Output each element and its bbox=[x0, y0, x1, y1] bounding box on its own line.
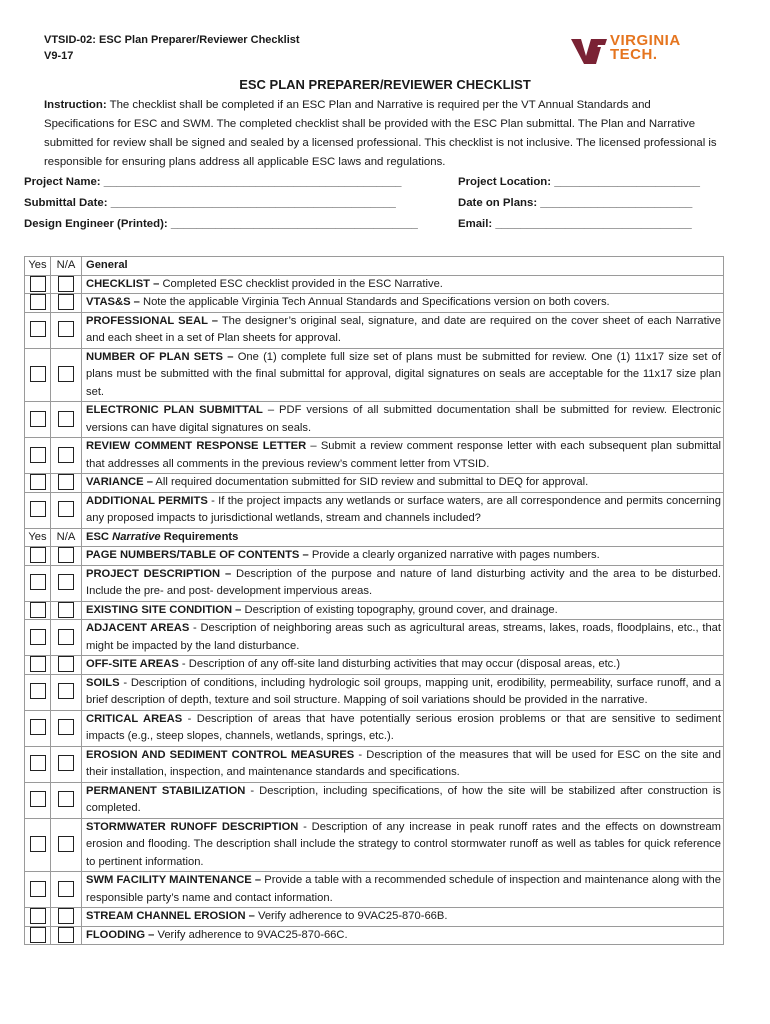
yes-cell bbox=[25, 674, 51, 710]
checklist-row bbox=[25, 818, 724, 872]
page-title: ESC PLAN PREPARER/REVIEWER CHECKLIST bbox=[239, 77, 531, 92]
yes-checkbox[interactable] bbox=[30, 683, 46, 699]
na-checkbox[interactable] bbox=[58, 574, 74, 590]
section-title bbox=[82, 528, 724, 547]
yes-checkbox[interactable] bbox=[30, 791, 46, 807]
section-title bbox=[82, 257, 724, 276]
na-checkbox[interactable] bbox=[58, 791, 74, 807]
na-checkbox[interactable] bbox=[58, 501, 74, 517]
checklist-row bbox=[25, 620, 724, 656]
email-field[interactable]: Email: _______________________________ bbox=[458, 218, 692, 230]
section-header bbox=[25, 257, 724, 276]
na-checkbox[interactable] bbox=[58, 276, 74, 292]
checklist-row bbox=[25, 294, 724, 313]
date-on-plans-field[interactable]: Date on Plans: ________________________ bbox=[458, 197, 693, 209]
item-text: - If the project impacts any wetlands or surface waters, are all correspondence and permits concerning any proposed impacts to jurisdictional wetlands, stream and channels included? bbox=[86, 494, 721, 524]
yes-checkbox[interactable] bbox=[30, 276, 46, 292]
na-column-header: N/A bbox=[51, 257, 82, 276]
vt-monogram-icon bbox=[570, 36, 608, 66]
item-text: Provide a table with a recommended schedule of inspection and maintenance along with the responsible party’s name and contact information. bbox=[86, 874, 721, 904]
checklist-row bbox=[25, 782, 724, 818]
item-description bbox=[82, 656, 724, 675]
item-label: ELECTRONIC PLAN SUBMITTAL bbox=[86, 404, 263, 416]
na-checkbox[interactable] bbox=[58, 656, 74, 672]
yes-checkbox[interactable] bbox=[30, 755, 46, 771]
item-label: CHECKLIST – bbox=[86, 277, 160, 290]
na-checkbox[interactable] bbox=[58, 321, 74, 337]
project-location-field[interactable]: Project Location: _______________________ bbox=[458, 176, 700, 188]
checklist-row bbox=[25, 474, 724, 493]
item-label: VARIANCE – bbox=[86, 476, 153, 488]
na-cell bbox=[51, 620, 82, 656]
checklist-row bbox=[25, 926, 724, 945]
na-checkbox[interactable] bbox=[58, 683, 74, 699]
na-cell bbox=[51, 601, 82, 620]
item-description bbox=[82, 402, 724, 438]
item-text: Completed ESC checklist provided in the ESC Narrative. bbox=[159, 277, 443, 290]
na-cell bbox=[51, 565, 82, 601]
item-text: The designer’s original seal, signature, and date are required on the cover sheet of each Narrative and each sheet in a set of Plan sheets for approval. bbox=[86, 314, 722, 344]
checklist-table bbox=[24, 256, 724, 945]
yes-cell bbox=[25, 312, 51, 348]
na-checkbox[interactable] bbox=[58, 547, 74, 563]
item-label: PERMANENT STABILIZATION bbox=[86, 784, 246, 797]
checklist-row bbox=[25, 312, 724, 348]
na-cell bbox=[51, 294, 82, 313]
item-label: SOILS bbox=[86, 676, 120, 689]
na-checkbox[interactable] bbox=[58, 294, 74, 310]
na-cell bbox=[51, 275, 82, 294]
yes-column-header: Yes bbox=[25, 528, 51, 547]
yes-checkbox[interactable] bbox=[30, 927, 46, 943]
checklist-row bbox=[25, 492, 724, 528]
checklist-row bbox=[25, 872, 724, 908]
yes-checkbox[interactable] bbox=[30, 836, 46, 852]
yes-checkbox[interactable] bbox=[30, 547, 46, 563]
yes-cell bbox=[25, 438, 51, 474]
item-description bbox=[82, 547, 724, 566]
checklist-row bbox=[25, 908, 724, 927]
submittal-date-field[interactable]: Submittal Date: _____________________________________________ bbox=[24, 197, 396, 209]
project-name-field[interactable]: Project Name: _______________________________________________ bbox=[24, 176, 402, 188]
item-label: REVIEW COMMENT RESPONSE LETTER bbox=[86, 440, 307, 452]
item-description bbox=[82, 674, 724, 710]
logo-wordmark bbox=[610, 34, 681, 62]
item-description bbox=[82, 565, 724, 601]
yes-cell bbox=[25, 294, 51, 313]
item-label: PROJECT DESCRIPTION – bbox=[86, 567, 232, 580]
na-checkbox[interactable] bbox=[58, 881, 74, 897]
na-cell bbox=[51, 926, 82, 945]
item-label: OFF-SITE AREAS bbox=[86, 658, 179, 670]
project-info-fields bbox=[24, 176, 724, 239]
item-description bbox=[82, 294, 724, 313]
item-label: NUMBER OF PLAN SETS – bbox=[86, 350, 234, 363]
na-cell bbox=[51, 782, 82, 818]
yes-cell bbox=[25, 926, 51, 945]
na-checkbox[interactable] bbox=[58, 629, 74, 645]
na-checkbox[interactable] bbox=[58, 447, 74, 463]
yes-cell bbox=[25, 782, 51, 818]
yes-checkbox[interactable] bbox=[30, 629, 46, 645]
checklist-row bbox=[25, 674, 724, 710]
na-checkbox[interactable] bbox=[58, 719, 74, 735]
logo-line-1: VIRGINIA bbox=[610, 32, 681, 49]
na-cell bbox=[51, 492, 82, 528]
item-description bbox=[82, 908, 724, 927]
instruction-label: Instruction: bbox=[44, 99, 107, 111]
yes-checkbox[interactable] bbox=[30, 574, 46, 590]
yes-checkbox[interactable] bbox=[30, 366, 46, 382]
na-cell bbox=[51, 348, 82, 402]
yes-cell bbox=[25, 547, 51, 566]
na-cell bbox=[51, 656, 82, 675]
section-header bbox=[25, 528, 724, 547]
yes-cell bbox=[25, 908, 51, 927]
item-description bbox=[82, 492, 724, 528]
item-description bbox=[82, 601, 724, 620]
na-checkbox[interactable] bbox=[58, 908, 74, 924]
na-cell bbox=[51, 818, 82, 872]
checklist-row bbox=[25, 746, 724, 782]
checklist-row bbox=[25, 565, 724, 601]
yes-cell bbox=[25, 746, 51, 782]
checklist-row bbox=[25, 601, 724, 620]
document-id bbox=[44, 32, 300, 64]
yes-checkbox[interactable] bbox=[30, 447, 46, 463]
item-text: Description of the purpose and nature of land disturbing activity and the area to be disturbed. Include the pre- and post- development impervious areas. bbox=[86, 567, 721, 597]
yes-cell bbox=[25, 620, 51, 656]
na-cell bbox=[51, 710, 82, 746]
item-label: FLOODING – bbox=[86, 928, 155, 941]
document-version: V9-17 bbox=[44, 50, 74, 62]
yes-checkbox[interactable] bbox=[30, 474, 46, 490]
item-text: Description of existing topography, ground cover, and drainage. bbox=[241, 603, 558, 616]
item-description bbox=[82, 348, 724, 402]
checklist-row bbox=[25, 656, 724, 675]
yes-cell bbox=[25, 275, 51, 294]
checklist-row bbox=[25, 710, 724, 746]
checklist-row bbox=[25, 547, 724, 566]
na-cell bbox=[51, 872, 82, 908]
yes-column-header: Yes bbox=[25, 257, 51, 276]
item-description bbox=[82, 710, 724, 746]
item-label: ADDITIONAL PERMITS bbox=[86, 494, 208, 507]
yes-checkbox[interactable] bbox=[30, 602, 46, 618]
yes-checkbox[interactable] bbox=[30, 881, 46, 897]
virginia-tech-logo bbox=[570, 34, 720, 68]
na-cell bbox=[51, 474, 82, 493]
na-cell bbox=[51, 908, 82, 927]
yes-cell bbox=[25, 601, 51, 620]
item-text: All required documentation submitted for SID review and submittal to DEQ for approval. bbox=[152, 476, 589, 488]
yes-cell bbox=[25, 565, 51, 601]
item-label: STREAM CHANNEL EROSION – bbox=[86, 910, 255, 922]
item-description bbox=[82, 926, 724, 945]
item-label: PROFESSIONAL SEAL – bbox=[86, 314, 218, 327]
yes-cell bbox=[25, 492, 51, 528]
na-cell bbox=[51, 547, 82, 566]
na-cell bbox=[51, 312, 82, 348]
na-checkbox[interactable] bbox=[58, 366, 74, 382]
yes-checkbox[interactable] bbox=[30, 719, 46, 735]
na-cell bbox=[51, 746, 82, 782]
item-description bbox=[82, 782, 724, 818]
document-title: VTSID-02: ESC Plan Preparer/Reviewer Checklist bbox=[44, 34, 300, 46]
checklist-row bbox=[25, 438, 724, 474]
na-checkbox[interactable] bbox=[58, 602, 74, 618]
item-text: - Description, including specifications, of how the site will be stabilized after construction is completed. bbox=[86, 784, 721, 814]
item-label: SWM FACILITY MAINTENANCE – bbox=[86, 874, 262, 886]
na-checkbox[interactable] bbox=[58, 755, 74, 771]
na-checkbox[interactable] bbox=[58, 411, 74, 427]
na-cell bbox=[51, 438, 82, 474]
item-text: Verify adherence to 9VAC25-870-66C. bbox=[154, 928, 348, 941]
item-label: PAGE NUMBERS/TABLE OF CONTENTS – bbox=[86, 549, 309, 561]
na-cell bbox=[51, 402, 82, 438]
yes-checkbox[interactable] bbox=[30, 321, 46, 337]
na-cell bbox=[51, 674, 82, 710]
yes-cell bbox=[25, 474, 51, 493]
item-text: - Description of neighboring areas such as agricultural areas, streams, lakes, roads, floodplains, etc., that might be impacted by the land disturbance. bbox=[86, 622, 721, 652]
yes-cell bbox=[25, 710, 51, 746]
item-text: Verify adherence to 9VAC25-870-66B. bbox=[254, 910, 448, 922]
item-text: - Description of any increase in peak runoff rates and the effects on downstream erosion and flooding. The description shall include the strategy to control stormwater runoff as well as tables for quick reference to pertinent information. bbox=[86, 820, 721, 868]
yes-cell bbox=[25, 656, 51, 675]
na-column-header: N/A bbox=[51, 528, 82, 547]
item-description bbox=[82, 275, 724, 294]
yes-cell bbox=[25, 402, 51, 438]
yes-cell bbox=[25, 818, 51, 872]
na-checkbox[interactable] bbox=[58, 927, 74, 943]
item-text: Provide a clearly organized narrative with pages numbers. bbox=[308, 549, 600, 561]
yes-checkbox[interactable] bbox=[30, 411, 46, 427]
item-description bbox=[82, 438, 724, 474]
item-text: – Submit a review comment response letter with each subsequent plan submittal that addresses all comments in the previous review’s comment letter from VTSID. bbox=[86, 440, 721, 470]
item-text: One (1) complete full size set of plans must be submitted for review. One (1) 11x17 size set of plans must be submitted with the final submittal for approval, digital signatures on seals are acceptable for the 11x17 size plan set. bbox=[86, 350, 721, 398]
item-text: - Description of areas that have potentially serious erosion problems or that are sensitive to sediment impacts (e.g., steep slopes, channels, wetlands, springs, etc.). bbox=[86, 712, 721, 742]
yes-checkbox[interactable] bbox=[30, 501, 46, 517]
item-text: - Description of any off-site land disturbing activities that may occur (disposal areas, etc.) bbox=[178, 658, 621, 670]
checklist-row bbox=[25, 275, 724, 294]
item-label: STORMWATER RUNOFF DESCRIPTION bbox=[86, 820, 299, 833]
item-text: – PDF versions of all submitted documentation shall be submitted for review. Electronic versions can have digital signatures on seals. bbox=[86, 404, 722, 434]
item-label: EROSION AND SEDIMENT CONTROL MEASURES bbox=[86, 748, 355, 761]
instruction-text: The checklist shall be completed if an ESC Plan and Narrative is required per the VT Annual Standards and Specifications for ESC and SWM. The completed checklist shall be provided with the ESC Plan submittal. The Plan and Narrative submitted for review shall be signed and sealed by a licensed professional. This checklist is not inclusive. The licensed professional is responsible for ensuring plans address all applicable ESC laws and regulations. bbox=[44, 99, 717, 168]
item-label: VTAS&S – bbox=[86, 296, 140, 308]
section-title-text: General bbox=[86, 259, 128, 271]
item-label: CRITICAL AREAS bbox=[86, 712, 183, 725]
section-title-text: ESC bbox=[86, 530, 113, 543]
item-text: - Description of conditions, including hydrologic soil groups, mapping unit, erodibility, permeability, surface runoff, and a brief description of depth, texture and soil structure. Mapping of soil variations should be provided in the narrative. bbox=[86, 676, 721, 706]
item-text: - Description of the measures that will be used for ESC on the site and their installation, inspection, and maintenance standards and specifications. bbox=[86, 748, 722, 778]
checklist-row bbox=[25, 402, 724, 438]
item-description bbox=[82, 312, 724, 348]
item-description bbox=[82, 872, 724, 908]
item-label: EXISTING SITE CONDITION – bbox=[86, 603, 242, 616]
section-title-emphasis: Narrative bbox=[112, 530, 161, 543]
na-checkbox[interactable] bbox=[58, 836, 74, 852]
yes-cell bbox=[25, 872, 51, 908]
section-title-suffix: Requirements bbox=[160, 530, 239, 543]
item-description bbox=[82, 474, 724, 493]
na-checkbox[interactable] bbox=[58, 474, 74, 490]
item-description bbox=[82, 818, 724, 872]
instruction-paragraph bbox=[44, 96, 720, 172]
logo-line-2: TECH. bbox=[610, 46, 658, 63]
item-label: ADJACENT AREAS bbox=[86, 622, 190, 634]
item-text: Note the applicable Virginia Tech Annual Standards and Specifications version on both covers. bbox=[139, 296, 610, 308]
yes-checkbox[interactable] bbox=[30, 908, 46, 924]
yes-checkbox[interactable] bbox=[30, 294, 46, 310]
yes-cell bbox=[25, 348, 51, 402]
design-engineer-field[interactable]: Design Engineer (Printed): _______________________________________ bbox=[24, 218, 418, 230]
checklist-row bbox=[25, 348, 724, 402]
item-description bbox=[82, 746, 724, 782]
item-description bbox=[82, 620, 724, 656]
yes-checkbox[interactable] bbox=[30, 656, 46, 672]
